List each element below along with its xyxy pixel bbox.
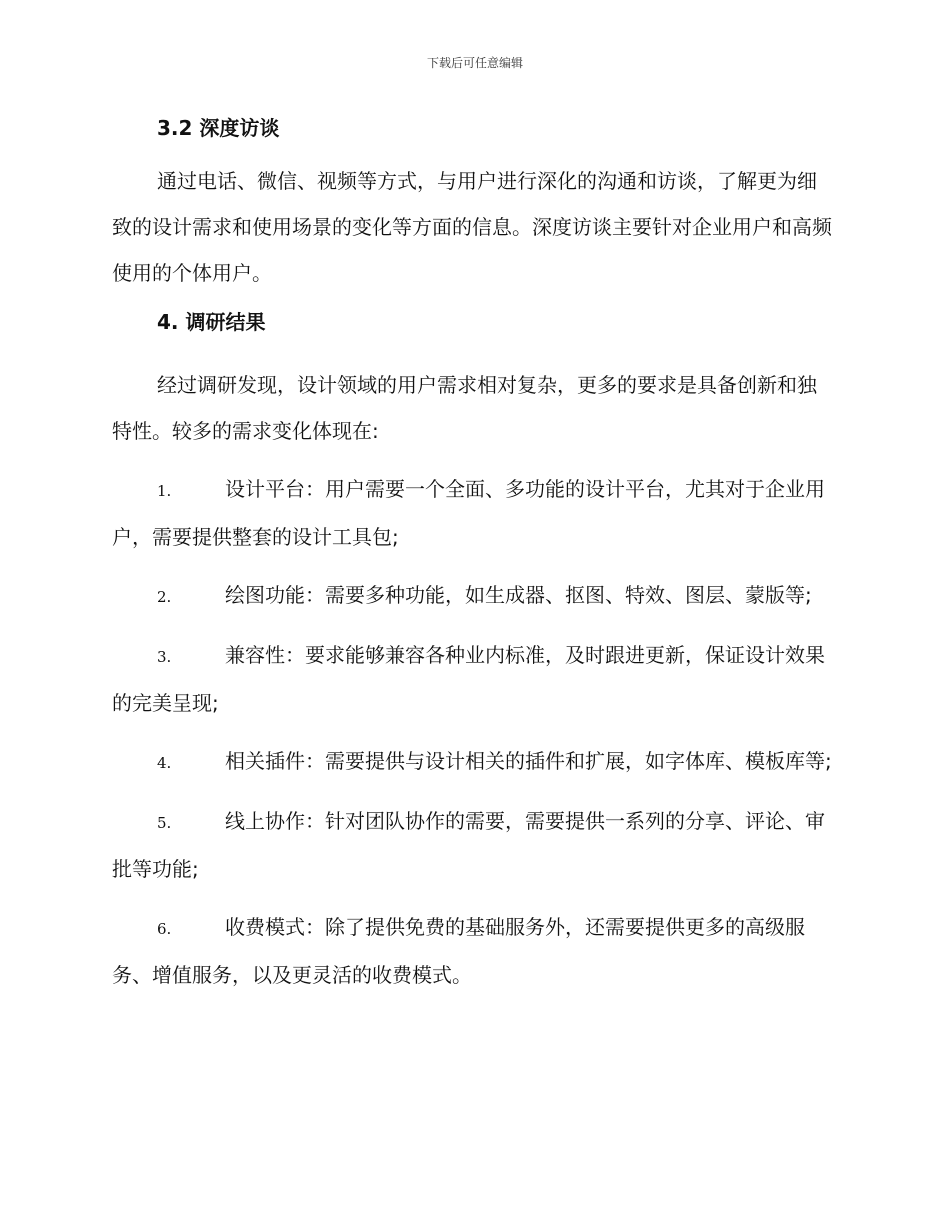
list-item bbox=[112, 572, 834, 620]
list-item-text: 绘图功能：需要多种功能，如生成器、抠图、特效、图层、蒙版等; bbox=[225, 583, 812, 607]
list-item-number: 1. bbox=[157, 482, 172, 500]
section-paragraph-4: 经过调研发现，设计领域的用户需求相对复杂，更多的要求是具备创新和独特性。较多的需求变化体现在: bbox=[112, 373, 817, 443]
list-item bbox=[112, 904, 834, 998]
section-paragraph-3-2: 通过电话、微信、视频等方式，与用户进行深化的沟通和访谈，了解更为细致的设计需求和使用场景的变化等方面的信息。深度访谈主要针对企业用户和高频使用的个体用户。 bbox=[112, 169, 832, 285]
list-item-text: 收费模式：除了提供免费的基础服务外，还需要提供更多的高级服务、增值服务，以及更灵活的收费模式。 bbox=[112, 915, 805, 987]
header-note: 下载后可任意编辑 bbox=[426, 56, 523, 70]
list-item-number: 2. bbox=[157, 588, 172, 606]
list-item bbox=[112, 632, 834, 726]
section-heading-3-2: 3.2 深度访谈 bbox=[157, 116, 280, 140]
list-item-number: 4. bbox=[157, 754, 172, 772]
list-item-text: 线上协作：针对团队协作的需要，需要提供一系列的分享、评论、审批等功能; bbox=[112, 809, 825, 881]
list-item-text: 兼容性：要求能够兼容各种业内标准，及时跟进更新，保证设计效果的完美呈现; bbox=[112, 643, 825, 715]
list-item-text: 设计平台：用户需要一个全面、多功能的设计平台，尤其对于企业用户，需要提供整套的设计工具包; bbox=[112, 477, 825, 549]
list-item bbox=[112, 466, 834, 560]
document-body bbox=[112, 112, 834, 998]
section-heading-4: 4. 调研结果 bbox=[157, 310, 266, 334]
list-item bbox=[112, 798, 834, 892]
findings-list bbox=[112, 466, 834, 998]
list-item-number: 6. bbox=[157, 920, 172, 938]
list-item-number: 5. bbox=[157, 814, 172, 832]
list-item-text: 相关插件：需要提供与设计相关的插件和扩展，如字体库、模板库等; bbox=[225, 749, 832, 773]
list-item bbox=[112, 738, 834, 786]
list-item-number: 3. bbox=[157, 648, 172, 666]
